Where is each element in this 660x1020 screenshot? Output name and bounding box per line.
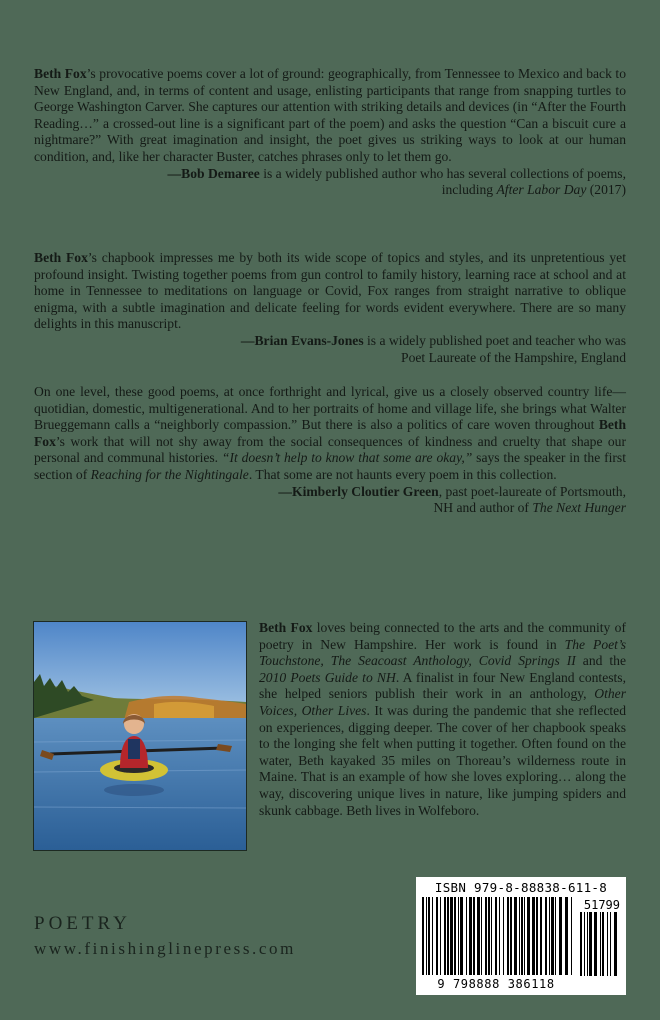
blurb-attribution: —Kimberly Cloutier Green, past poet-laureate of Portsmouth, NH and author of The Next Hunger — [278, 483, 626, 516]
isbn-barcode — [416, 877, 626, 995]
blurb-text: Beth Fox’s provocative poems cover a lot of ground: geographically, from Tennessee to Mexico and back to New England, and, in terms of content and usage, enlisting participants that range from snapping turtles to George Washington Carver. She captures our attention with striking details and devices (in “After the Fourth Reading…” a crossed-out line is a significant part of the poem) and asks the question “Can a biscuit cure a nightmare?” With great imagination and insight, the poet gives us striking ways to look at our human condition, and, like her character Buster, catches phrases only to let them go. — [34, 66, 627, 164]
blurb-brian-evans-jones — [34, 250, 626, 366]
blurb-attribution: —Brian Evans-Jones is a widely published poet and teacher who was Poet Laureate of the Hampshire, England — [240, 332, 626, 365]
blurb-attribution: —Bob Demaree is a widely published author who has several collections of poems, including After Labor Day (2017) — [167, 165, 626, 198]
author-name: Beth Fox — [34, 250, 88, 265]
isbn-label: ISBN 979-8-88838-611-8 — [434, 880, 608, 895]
author-name: Beth Fox — [34, 66, 87, 81]
author-name: Beth Fox — [259, 620, 313, 635]
kayak-lake-photo — [34, 622, 246, 850]
ean-barcode-bars — [422, 897, 576, 977]
book-category: POETRY — [34, 913, 131, 934]
ean-digits: 9 798888 386118 — [437, 977, 555, 991]
blurb-kimberly-cloutier-green — [34, 384, 626, 517]
author-name: Beth Fox — [34, 417, 626, 449]
price-addon-bars — [580, 912, 620, 977]
publisher-website[interactable]: www.finishinglinepress.com — [34, 939, 296, 958]
author-photo — [33, 621, 247, 851]
blurb-text: On one level, these good poems, at once forthright and lyrical, give us a closely observed country life—quotidian, domestic, multigenerational. And to her portraits of home and village life, she brings what Walter Brueggemann calls a “neighborly compassion.” But there is also a politics of care woven throughout Beth Fox’s work that will not shy away from the social consequences of kindness and cruelty that shape our personal and communal histories. “It doesn’t help to know that some are okay,” says the speaker in the first section of Reaching for the Nightingale. That some are not haunts every poem in this collection. — [34, 384, 626, 482]
price-code: 51799 — [583, 898, 620, 912]
blurb-bob-demaree — [34, 66, 626, 199]
author-bio: Beth Fox loves being connected to the arts and the community of poetry in New Hampshire. Her work is found in The Poet’s Touchstone, The Seacoast Anthology, Covid Springs II and the 2010 Poets Guide to NH. A finalist in four New England contests, she helped seniors publish their work in an anthology, Other Voices, Other Lives. It was during the pandemic that she reflected on experiences, digging deeper. The cover of her chapbook speaks to the longing she felt when putting it together. Often found on the water, Beth kayaked 35 miles on Thoreau’s wilderness route in Maine. That is an example of how she loves exploring… along the way, discovering unique lives in nature, like jumping spiders and skunk cabbage. Beth lives in Wolfeboro. — [259, 620, 626, 818]
blurb-text: Beth Fox’s chapbook impresses me by both its wide scope of topics and styles, and its unpretentious yet profound insight. Twisting together poems from gun control to family history, learning race at school and at home in Tennessee to meditations on language or Covid, Fox ranges from straight narrative to oblique enigma, with a subtle imagination and delicate feeling for words evident everywhere. There are so many delights in this manuscript. — [34, 250, 626, 332]
